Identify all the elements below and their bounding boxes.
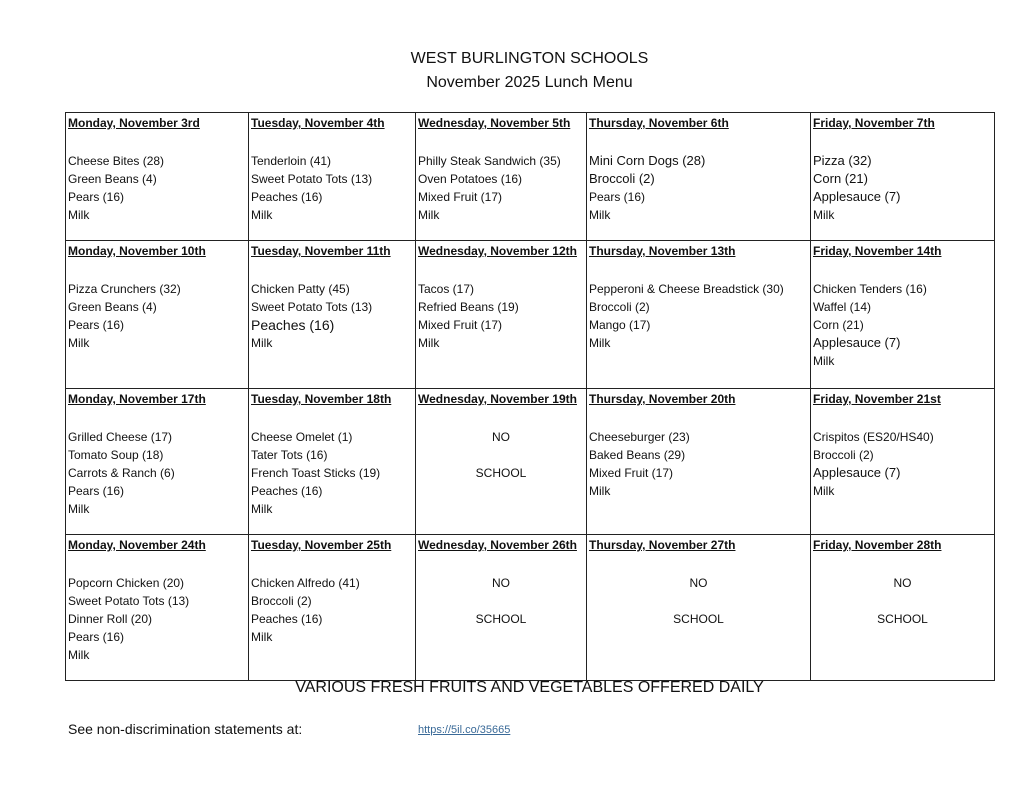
day-heading: Tuesday, November 4th (251, 116, 385, 130)
menu-item: Peaches (16) (251, 317, 335, 333)
menu-item: Mixed Fruit (17) (418, 190, 503, 204)
menu-item: Milk (68, 208, 90, 222)
menu-item: Green Beans (4) (68, 172, 157, 186)
menu-item: Applesauce (7) (813, 189, 901, 204)
day-cell (66, 535, 249, 681)
menu-item: Cheese Omelet (1) (251, 430, 353, 444)
no-school-text: SCHOOL (475, 612, 527, 626)
menu-item: Pears (16) (68, 484, 125, 498)
menu-item: Cheeseburger (23) (589, 430, 690, 444)
day-heading: Tuesday, November 11th (251, 244, 391, 258)
menu-item: Sweet Potato Tots (13) (68, 594, 190, 608)
menu-item: Tater Tots (16) (251, 448, 328, 462)
menu-item: Grilled Cheese (17) (68, 430, 173, 444)
day-heading: Monday, November 3rd (68, 116, 200, 130)
day-heading: Tuesday, November 18th (251, 392, 392, 406)
menu-item: Milk (589, 484, 611, 498)
day-cell (587, 113, 811, 241)
lunch-menu-table (65, 112, 995, 681)
menu-item: Popcorn Chicken (20) (68, 576, 185, 590)
day-cell (811, 241, 995, 389)
day-cell (66, 241, 249, 389)
day-heading: Wednesday, November 5th (418, 116, 571, 130)
day-cell (811, 389, 995, 535)
day-cell (416, 389, 587, 535)
menu-item: Chicken Patty (45) (251, 282, 350, 296)
menu-item: Pepperoni & Cheese Breadstick (30) (589, 282, 784, 296)
day-cell (811, 113, 995, 241)
daily-offer-note: VARIOUS FRESH FRUITS AND VEGETABLES OFFERED DAILY (295, 679, 764, 696)
week-row (66, 389, 995, 535)
menu-item: Mango (17) (589, 318, 651, 332)
day-cell (587, 535, 811, 681)
menu-item: Broccoli (2) (813, 448, 874, 462)
menu-item: Refried Beans (19) (418, 300, 519, 314)
no-school-text: NO (492, 430, 510, 444)
menu-title: November 2025 Lunch Menu (426, 74, 633, 91)
menu-item: Milk (251, 630, 273, 644)
day-heading: Wednesday, November 19th (418, 392, 577, 406)
menu-item: Milk (68, 502, 90, 516)
menu-item: French Toast Sticks (19) (251, 466, 381, 480)
menu-item: Applesauce (7) (813, 465, 901, 480)
menu-item: Peaches (16) (251, 612, 323, 626)
no-school-text: SCHOOL (673, 612, 724, 626)
menu-item: Milk (251, 336, 273, 350)
menu-item: Crispitos (ES20/HS40) (813, 430, 934, 444)
school-name: WEST BURLINGTON SCHOOLS (410, 50, 649, 67)
no-school-text: SCHOOL (475, 466, 527, 480)
menu-item: Broccoli (2) (589, 171, 655, 186)
menu-item: Milk (68, 648, 90, 662)
day-heading: Thursday, November 20th (589, 392, 736, 406)
menu-item: Broccoli (2) (251, 594, 312, 608)
day-heading: Monday, November 17th (68, 392, 206, 406)
day-heading: Monday, November 10th (68, 244, 206, 258)
day-cell (416, 113, 587, 241)
menu-item: Tomato Soup (18) (68, 448, 164, 462)
menu-item: Chicken Tenders (16) (813, 282, 927, 296)
menu-item: Milk (418, 336, 440, 350)
menu-item: Corn (21) (813, 318, 864, 332)
menu-item: Sweet Potato Tots (13) (251, 172, 373, 186)
week-row (66, 113, 995, 241)
no-school-text: NO (492, 576, 510, 590)
menu-item: Milk (813, 484, 835, 498)
menu-item: Peaches (16) (251, 190, 323, 204)
menu-item: Milk (589, 208, 611, 222)
menu-item: Waffel (14) (813, 300, 872, 314)
menu-item: Milk (813, 208, 835, 222)
day-cell (416, 535, 587, 681)
menu-item: Milk (589, 336, 611, 350)
nondiscrimination-label: See non-discrimination statements at: (68, 721, 303, 737)
menu-item: Cheese Bites (28) (68, 154, 165, 168)
day-heading: Tuesday, November 25th (251, 538, 392, 552)
day-cell (811, 535, 995, 681)
week-row (66, 241, 995, 389)
menu-item: Carrots & Ranch (6) (68, 466, 175, 480)
day-cell (249, 389, 416, 535)
menu-item: Milk (251, 208, 273, 222)
day-cell (249, 113, 416, 241)
menu-item: Philly Steak Sandwich (35) (418, 154, 561, 168)
day-cell (587, 241, 811, 389)
menu-item: Tacos (17) (418, 282, 475, 296)
day-cell (249, 241, 416, 389)
day-heading: Friday, November 14th (813, 244, 942, 258)
day-cell (249, 535, 416, 681)
no-school-text: SCHOOL (877, 612, 928, 626)
menu-item: Applesauce (7) (813, 335, 901, 350)
menu-item: Dinner Roll (20) (68, 612, 153, 626)
day-heading: Wednesday, November 26th (418, 538, 577, 552)
day-heading: Thursday, November 27th (589, 538, 736, 552)
menu-item: Broccoli (2) (589, 300, 650, 314)
day-heading: Thursday, November 6th (589, 116, 729, 130)
menu-item: Pears (16) (68, 190, 125, 204)
week-row (66, 535, 995, 681)
menu-item: Pizza Crunchers (32) (68, 282, 181, 296)
menu-item: Mixed Fruit (17) (589, 466, 674, 480)
no-school-text: NO (689, 576, 708, 590)
menu-item: Milk (813, 354, 835, 368)
day-heading: Friday, November 21st (813, 392, 941, 406)
menu-item: Oven Potatoes (16) (418, 172, 523, 186)
menu-item: Pears (16) (68, 630, 125, 644)
menu-item: Mini Corn Dogs (28) (589, 153, 706, 168)
menu-item: Milk (251, 502, 273, 516)
day-cell (66, 113, 249, 241)
menu-item: Pears (16) (589, 190, 646, 204)
day-heading: Thursday, November 13th (589, 244, 736, 258)
day-cell (416, 241, 587, 389)
menu-item: Baked Beans (29) (589, 448, 686, 462)
day-heading: Monday, November 24th (68, 538, 206, 552)
nondiscrimination-link[interactable]: https://5il.co/35665 (418, 724, 511, 736)
menu-item: Chicken Alfredo (41) (251, 576, 360, 590)
day-heading: Friday, November 28th (813, 538, 942, 552)
day-cell (587, 389, 811, 535)
menu-item: Milk (418, 208, 440, 222)
menu-item: Peaches (16) (251, 484, 323, 498)
menu-item: Corn (21) (813, 171, 868, 186)
menu-item: Sweet Potato Tots (13) (251, 300, 373, 314)
day-heading: Friday, November 7th (813, 116, 935, 130)
menu-item: Tenderloin (41) (251, 154, 332, 168)
day-cell (66, 389, 249, 535)
menu-item: Pears (16) (68, 318, 125, 332)
menu-item: Pizza (32) (813, 153, 872, 168)
menu-item: Milk (68, 336, 90, 350)
menu-item: Green Beans (4) (68, 300, 157, 314)
menu-item: Mixed Fruit (17) (418, 318, 503, 332)
day-heading: Wednesday, November 12th (418, 244, 577, 258)
no-school-text: NO (893, 576, 912, 590)
